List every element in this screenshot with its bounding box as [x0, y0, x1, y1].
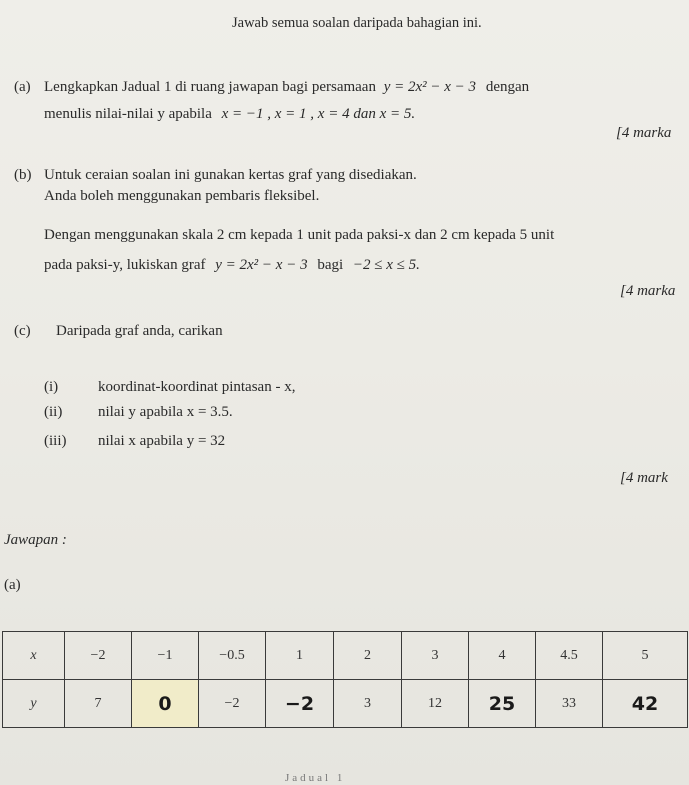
part-b-line3: Dengan menggunakan skala 2 cm kepada 1 unit pada paksi-x dan 2 cm kepada 5 unit — [44, 227, 555, 243]
x-cell: 5 — [603, 632, 688, 680]
answer-part-label: (a) — [4, 577, 21, 593]
part-c-item-3-num: (iii) — [44, 433, 67, 449]
x-cell: 1 — [266, 632, 334, 680]
x-cell: 2 — [334, 632, 402, 680]
part-a-line2 — [44, 105, 415, 123]
x-cell: −1 — [132, 632, 199, 680]
part-b-line2: Anda boleh menggunakan pembaris fleksibel. — [44, 188, 320, 204]
part-c-item-1-text: koordinat-koordinat pintasan - x, — [98, 379, 296, 395]
y-cell: −2 — [199, 680, 266, 728]
part-a-values: x = −1 , x = 1 , x = 4 dan x = 5. — [221, 106, 416, 122]
part-b-label: (b) — [14, 167, 32, 183]
x-cell: −2 — [65, 632, 132, 680]
instruction: Jawab semua soalan daripada bahagian ini. — [232, 15, 482, 31]
part-b-line1: Untuk ceraian soalan ini gunakan kertas graf yang disediakan. — [44, 167, 417, 183]
part-b-marks: [4 marka — [620, 283, 676, 299]
y-cell: 12 — [402, 680, 469, 728]
part-a-equation: y = 2x² − x − 3 — [383, 79, 477, 95]
part-a-line1 — [44, 78, 529, 96]
part-a-line2-text: menulis nilai-nilai y apabila — [44, 106, 212, 122]
y-cell: 3 — [334, 680, 402, 728]
part-c-intro: Daripada graf anda, carikan — [56, 323, 223, 339]
y-cell: 7 — [65, 680, 132, 728]
part-a-marks: [4 marka — [616, 125, 672, 141]
table-row-y — [3, 680, 688, 728]
part-a-line1-end: dengan — [485, 79, 530, 95]
y-cell-handwritten[interactable]: 25 — [469, 680, 536, 728]
table-caption-cutoff: Jadual 1 — [285, 772, 346, 784]
part-b-range: −2 ≤ x ≤ 5. — [352, 257, 420, 273]
y-cell-handwritten[interactable]: 0 — [132, 680, 199, 728]
values-table — [2, 631, 688, 728]
y-cell: 33 — [536, 680, 603, 728]
answer-heading: Jawapan : — [4, 532, 67, 548]
x-header-cell: x — [3, 632, 65, 680]
part-a-label: (a) — [14, 79, 31, 95]
part-c-item-1-num: (i) — [44, 379, 59, 395]
part-c-item-2-text: nilai y apabila x = 3.5. — [98, 404, 233, 420]
table-row-x — [3, 632, 688, 680]
part-b-line4 — [44, 256, 420, 274]
y-header-cell: y — [3, 680, 65, 728]
part-c-item-2-num: (ii) — [44, 404, 63, 420]
x-cell: 3 — [402, 632, 469, 680]
part-a-line1-text: Lengkapkan Jadual 1 di ruang jawapan bagi persamaan — [44, 79, 376, 95]
y-cell-handwritten[interactable]: 42 — [603, 680, 688, 728]
part-b-line4-text: pada paksi-y, lukiskan graf — [44, 257, 206, 273]
part-c-item-3-text: nilai x apabila y = 32 — [98, 433, 226, 449]
x-cell: 4 — [469, 632, 536, 680]
part-b-line4-mid: bagi — [317, 257, 344, 273]
part-b-equation: y = 2x² − x − 3 — [215, 257, 308, 273]
part-c-label: (c) — [14, 323, 31, 339]
y-cell-handwritten[interactable]: −2 — [266, 680, 334, 728]
part-c-marks: [4 mark — [620, 470, 668, 486]
x-cell: −0.5 — [199, 632, 266, 680]
x-cell: 4.5 — [536, 632, 603, 680]
